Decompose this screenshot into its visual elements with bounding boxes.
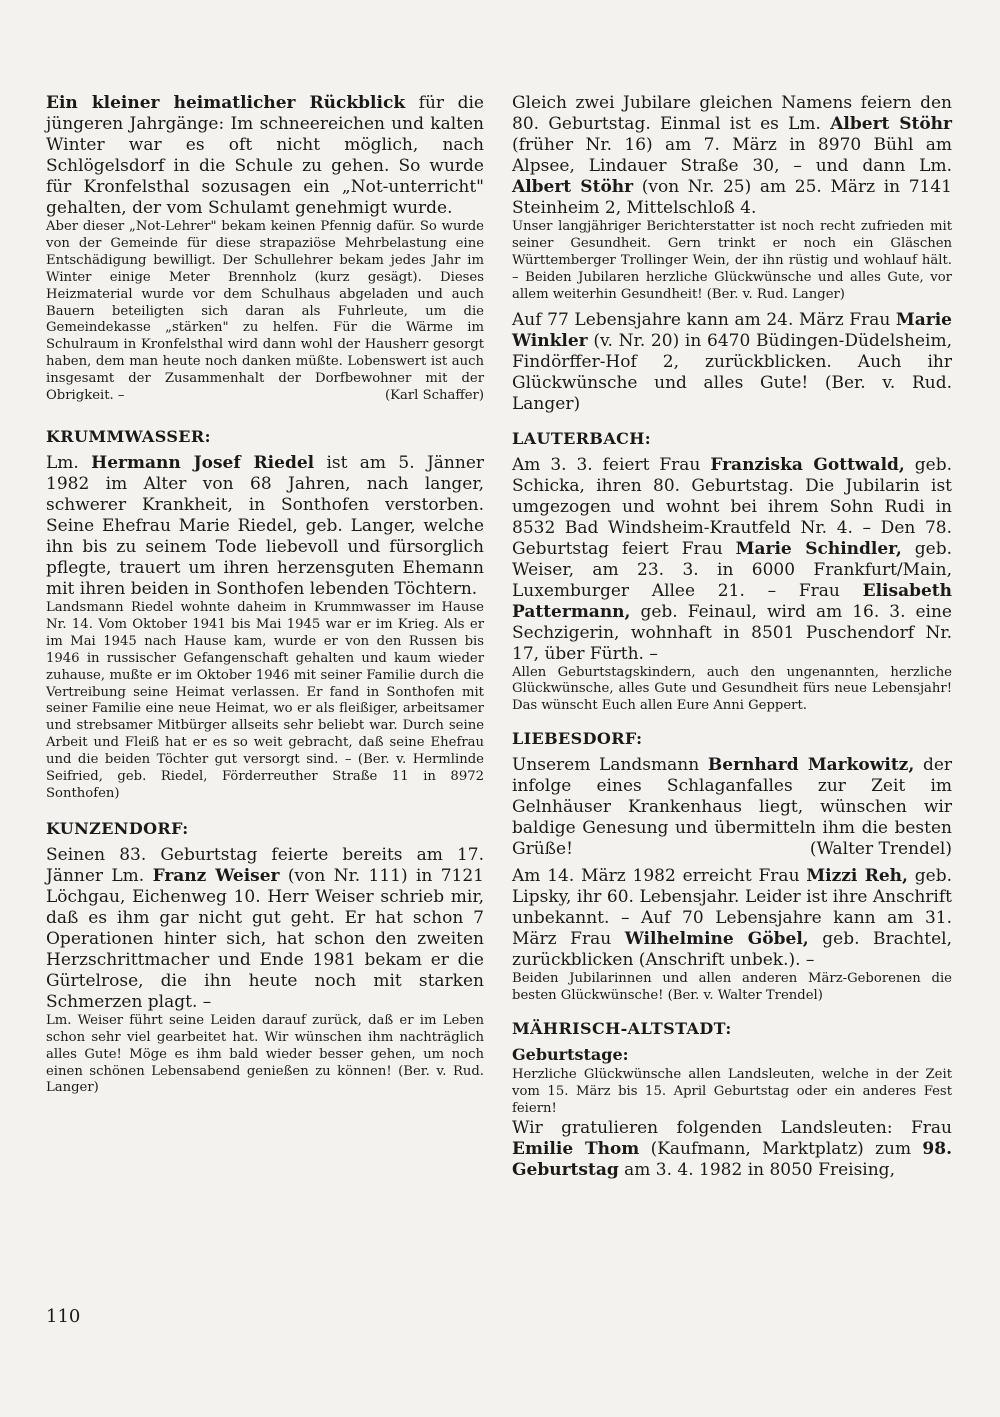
intro-small-paragraph: Aber dieser „Not-Lehrer" bekam keinen Pfennig dafür. So wurde von der Gemeinde für diese strapaziöse Mehrbelastung eine Entschädigung bewilligt. Der Schullehrer bekam jedes Jahr im Winter einige Meter Brennholz (kurz gesägt). Dieses Heizmaterial wurde vor dem Schulhaus abgeladen und auch Bauern beteiligten sich daran als Fuhrleute, um die Gemeindekasse „stärken" zu helfen. Für die Wärme im Schulraum in Kronfelsthal wird dann wohl der Hausherr gesorgt haben, dem man heute noch danken müßte. Lobenswert ist auch insgesamt der Zusammenhalt der Dorfbewohner mit der Obrigkeit. – (Karl Schaffer) xyxy=(46,219,484,404)
stoehr-small-paragraph: Unser langjähriger Berichterstatter ist noch recht zufrieden mit seiner Gesundheit. Gern trinkt er noch ein Gläschen Württemberger Trollinger Wein, der ihn rüstig und wohlauf hält. – Beiden Jubilaren herzliche Glückwünsche und alles Gute, vor allem weiterhin Gesundheit! (Ber. v. Rud. Langer) xyxy=(512,219,952,302)
liebesdorf-credit: (Walter Trendel) xyxy=(809,839,952,860)
page-number: 110 xyxy=(46,1306,81,1327)
subheading-geburtstage: Geburtstage: xyxy=(512,1045,629,1065)
lauterbach-paragraph: Am 3. 3. feiert Frau Franziska Gottwald, geb. Schicka, ihren 80. Geburtstag. Die Jubilarin ist umgezogen und wohnt bei ihrem Sohn Rudi in 8532 Bad Windsheim-Krautfeld Nr. 4. – Den 78. Geburtstag feiert Frau Marie Schindler, geb. Weiser, am 23. 3. in 6000 Frankfurt/Main, Luxemburger Allee 21. – Frau Elisabeth Pattermann, geb. Feinaul, wird am 16. 3. eine Sechzigerin, wohnhaft in 8501 Puschendorf Nr. 17, über Fürth. – xyxy=(512,454,953,664)
heading-lauterbach: LAUTERBACH: xyxy=(512,428,652,448)
heading-kunzendorf: KUNZENDORF: xyxy=(46,818,189,838)
intro-paragraph: Ein kleiner heimatlicher Rückblick für die jüngeren Jahrgänge: Im schneereichen und kalten Winter war es oft nicht möglich, nach Schlögelsdorf in die Schule zu gehen. So wurde für Kronfelsthal sozusagen ein „Not-unterricht" gehalten, der vom Schulamt genehmigt wurde. xyxy=(46,93,484,218)
liebesdorf-small-paragraph: Beiden Jubilarinnen und allen anderen März-Geborenen die besten Glückwünsche! (Ber. v. Walter Trendel) xyxy=(512,971,952,1004)
heading-krummwasser: KRUMMWASSER: xyxy=(46,426,211,446)
heading-liebesdorf: LIEBESDORF: xyxy=(512,729,643,749)
winkler-paragraph: Auf 77 Lebensjahre kann am 24. März Frau Marie Winkler (v. Nr. 20) in 6470 Büdingen-Düdelsheim, Findörffer-Hof 2, zurückblicken. Auch ihr Glückwünsche und alles Gute! (Ber. v. Rud. Langer) xyxy=(512,309,952,414)
kunzendorf-small-paragraph: Lm. Weiser führt seine Leiden darauf zurück, daß er im Leben schon sehr viel gearbeitet hat. Wir wünschen ihm nachträglich alles Gute! Möge es ihm bald wieder besser gehen, um noch einen schönen Lebensabend genießen zu können! (Ber. v. Rud. Langer) xyxy=(46,1012,484,1096)
krummwasser-paragraph: Lm. Hermann Josef Riedel ist am 5. Jänner 1982 im Alter von 68 Jahren, nach langer, schwerer Krankheit, in Sonthofen verstorben. Seine Ehefrau Marie Riedel, geb. Langer, welche ihn bis zu seinem Tode liebevoll und fürsorglich pflegte, trauert um ihren herzensguten Ehemann mit ihren beiden in Sonthofen lebenden Töchtern. xyxy=(46,452,485,599)
kunzendorf-paragraph: Seinen 83. Geburtstag feierte bereits am 17. Jänner Lm. Franz Weiser (von Nr. 111) in 7121 Löchgau, Eichenweg 10. Herr Weiser schrieb mir, daß es ihm gar nicht gut geht. Er hat schon 7 Operationen hinter sich, hat schon den zweiten Herzschrittmacher und Ende 1981 bekam er die Gürtelrose, die ihn heute noch mit starken Schmerzen plagt. – xyxy=(46,844,484,1012)
heading-maehrisch-altstadt: MÄHRISCH-ALTSTADT: xyxy=(512,1019,732,1039)
reh-paragraph: Am 14. März 1982 erreicht Frau Mizzi Reh, geb. Lipsky, ihr 60. Lebensjahr. Leider ist ihre Anschrift unbekannt. – Auf 70 Lebensjahre kann am 31. März Frau Wilhelmine Göbel, geb. Brachtel, zurückblicken (Anschrift unbek.). – xyxy=(512,866,952,971)
stoehr-paragraph: Gleich zwei Jubilare gleichen Namens feiern den 80. Geburtstag. Einmal ist es Lm. Albert Stöhr (früher Nr. 16) am 7. März in 8970 Bühl am Alpsee, Lindauer Straße 30, – und dann Lm. Albert Stöhr (von Nr. 25) am 25. März in 7141 Steinheim 2, Mittelschloß 4. xyxy=(512,93,952,218)
liebesdorf-paragraph: Unserem Landsmann Bernhard Markowitz, der infolge eines Schlaganfalles zur Zeit im Gelnhäuser Krankenhaus liegt, wünschen wir baldige Genesung und übermitteln ihm die besten Grüße! (Walter Trendel) xyxy=(512,755,953,860)
krummwasser-small-paragraph: Landsmann Riedel wohnte daheim in Krummwasser im Hause Nr. 14. Vom Oktober 1941 bis Mai 1945 war er im Krieg. Als er im Mai 1945 nach Hause kam, wurde er von den Russen bis 1946 in russischer Gefangenschaft gehalten und kaum wieder zuhause, mußte er im Oktober 1946 mit seiner Familie durch die Vertreibung seine Heimat verlassen. Er fand in Sonthofen mit seiner Familie eine neue Heimat, wo er als fleißiger, arbeitsamer und strebsamer Mitbürger allseits sehr beliebt war. Durch seine Arbeit und Fleiß hat er es so weit gebracht, daß seine Ehefrau und die beiden Töchter gut versorgt sind. – (Ber. v. Hermlinde Seifried, geb. Riedel, Förderreuther Straße 11 in 8972 Sonthofen) xyxy=(46,599,484,801)
left-column xyxy=(46,93,484,1097)
intro-lead: Ein kleiner heimatlicher Rückblick xyxy=(46,93,406,113)
maehrisch-small-paragraph: Herzliche Glückwünsche allen Landsleuten, welche in der Zeit vom 15. März bis 15. April Geburtstag oder ein anderes Fest feiern! xyxy=(512,1067,952,1116)
right-column xyxy=(512,93,952,1181)
intro-credit: (Karl Schaffer) xyxy=(385,388,484,404)
lauterbach-small-paragraph: Allen Geburtstagskindern, auch den ungenannten, herzliche Glückwünsche, alles Gute und Gesundheit fürs neue Lebensjahr! Das wünscht Euch allen Eure Anni Geppert. xyxy=(512,664,952,714)
maehrisch-paragraph: Wir gratulieren folgenden Landsleuten: Frau Emilie Thom (Kaufmann, Marktplatz) zum 98. Geburtstag am 3. 4. 1982 in 8050 Freising, xyxy=(512,1117,952,1180)
